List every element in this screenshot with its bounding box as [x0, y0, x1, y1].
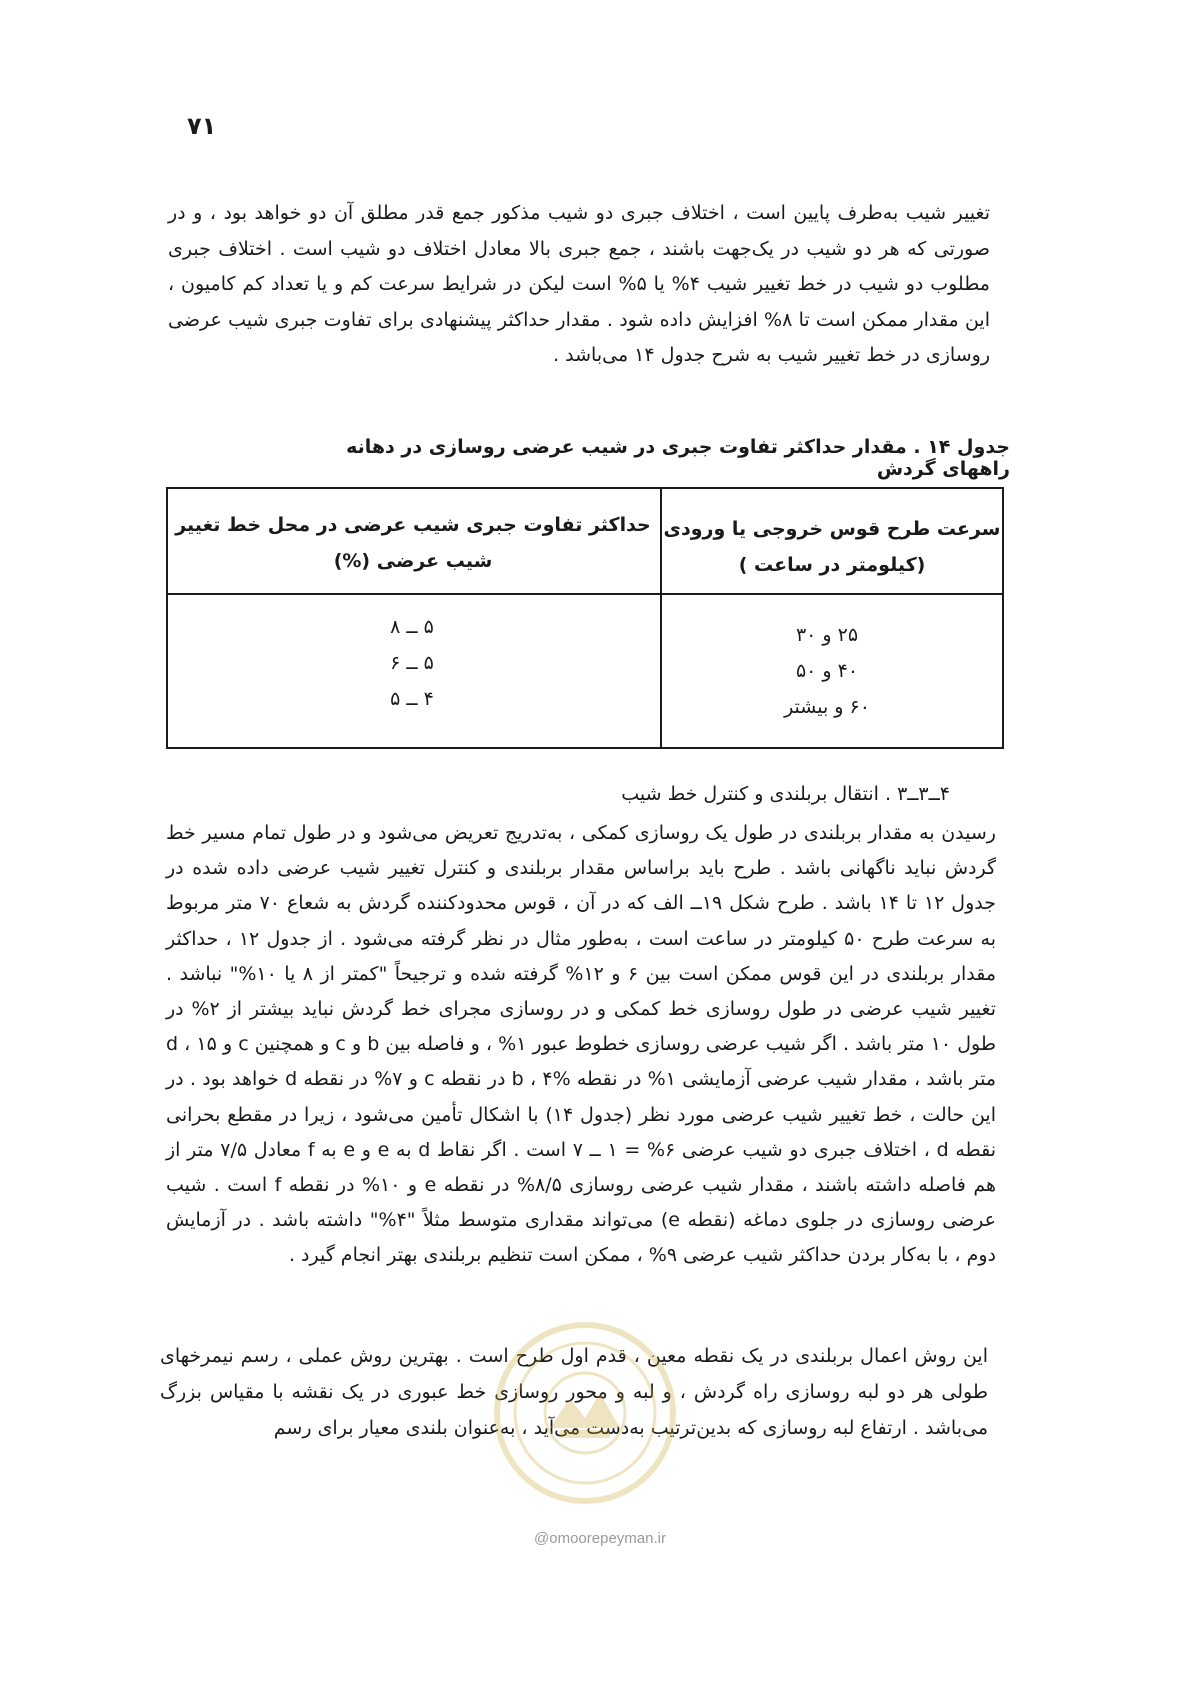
header-speed-line-1: سرعت طرح قوس خروجی یا ورودی: [663, 518, 1001, 540]
header-diff-line-1: حداکثر تفاوت جبری شیب عرضی در محل خط تغییر: [175, 514, 651, 536]
table-cell-diff: ۵ ــ ۶: [390, 652, 434, 674]
table-cell-diff: ۵ ــ ۸: [390, 616, 434, 638]
header-max-difference: [166, 507, 660, 579]
table-caption: جدول ۱۴ . مقدار حداکثر تفاوت جبری در شیب عرضی روسازی در دهانه راههای گردش: [346, 436, 1010, 480]
page-number: ۷۱: [187, 112, 217, 140]
paragraph-1: تغییر شیب به‌طرف پایین است ، اختلاف جبری دو شیب مذکور جمع قدر مطلق آن دو خواهد بود ، و در صورتی که هر دو شیب در یک‌جهت باشند ، جمع جبری بالا معادل اختلاف دو شیب است . اختلاف جبری مطلوب دو شیب در خط تغییر شیب ۴% یا ۵% است لیکن در شرایط سرعت کم و یا تعداد کم کامیون ، این مقدار ممکن است تا ۸% افزایش داده شود . مقدار حداکثر پیشنهادی برای تفاوت جبری شیب عرضی روسازی در خط تغییر شیب به شرح جدول ۱۴ می‌باشد .: [168, 202, 990, 367]
difference-column: [322, 609, 502, 717]
watermark-seal-icon: [490, 1318, 680, 1508]
table-header-divider: [168, 593, 1002, 595]
speed-column: [712, 617, 942, 725]
header-speed-line-2: (کیلومتر در ساعت ): [738, 554, 926, 576]
paragraph-3: این روش اعمال بربلندی در یک نقطه معین ، قدم اول طرح است . بهترین روش عملی ، رسم نیمرخهای طولی هر دو لبه روسازی راه گردش ، و لبه و محور روسازی خط عبوری در یک نقشه با مقیاس بزرگ می‌باشد . ارتفاع لبه روسازی که بدین‌ترتیب به‌دست می‌آید ، به‌عنوان بلندی معیار برای رسم: [160, 1345, 988, 1439]
header-diff-line-2: شیب عرضی (%): [333, 550, 493, 572]
table-cell-speed: ۴۰ و ۵۰: [795, 660, 859, 682]
table-cell-diff: ۴ ــ ۵: [390, 688, 434, 710]
section-title: ۴ــ۳ــ۳ . انتقال بربلندی و کنترل خط شیب: [621, 783, 950, 805]
watermark-text: @omoorepeyman.ir: [534, 1530, 666, 1547]
slope-difference-table: [166, 487, 1004, 749]
header-design-speed: [662, 511, 1002, 583]
paragraph-2: رسیدن به مقدار بربلندی در طول یک روسازی کمکی ، به‌تدریج تعریض می‌شود و در طول تمام مسیر خط گردش نباید ناگهانی باشد . طرح باید براساس مقدار بربلندی و کنترل تغییر شیب عرضی داده شده در جدول ۱۲ تا ۱۴ باشد . طرح شکل ۱۹ــ الف که در آن ، قوس محدودکننده گردش به شعاع ۷۰ متر مربوط به سرعت طرح ۵۰ کیلومتر در ساعت است ، به‌طور مثال در نظر گرفته می‌شود . از جدول ۱۲ ، حداکثر مقدار بربلندی در این قوس ممکن است بین ۶ و ۱۲% گرفته شده و ترجیحاً "کمتر از ۸ یا ۱۰%" نباشد . تغییر شیب عرضی در طول روسازی خط کمکی و در روسازی مجرای خط گردش نباید بیشتر از ۲% در طول ۱۰ متر باشد . اگر شیب عرضی روسازی خطوط عبور ۱% ، و فاصله بین b و c و همچنین c و d ، ۱۵ متر باشد ، مقدار شیب عرضی آزمایشی ۱% در نقطه b ، ۴% در نقطه c و ۷% در نقطه d خواهد بود . در این حالت ، خط تغییر شیب عرضی مورد نظر (جدول ۱۴) با اشکال تأمین می‌شود ، زیرا در مقطع بحرانی نقطه d ، اختلاف جبری دو شیب عرضی ۶% = ۱ ــ ۷ است . اگر نقاط d به e و e به f معادل ۷/۵ متر از هم فاصله داشته باشند ، مقدار شیب عرضی روسازی ۸/۵% در نقطه e و ۱۰% در نقطه f است . شیب عرضی روسازی در جلوی دماغه (نقطه e) می‌تواند مقداری متوسط مثلاً "۴%" داشته باشد . در آزمایش دوم ، با به‌کار بردن حداکثر شیب عرضی ۹% ، ممکن است تنظیم بربلندی بهتر انجام گیرد .: [166, 822, 997, 1267]
table-cell-speed: ۲۵ و ۳۰: [795, 624, 859, 646]
table-cell-speed: ۶۰ و بیشتر: [784, 696, 870, 718]
